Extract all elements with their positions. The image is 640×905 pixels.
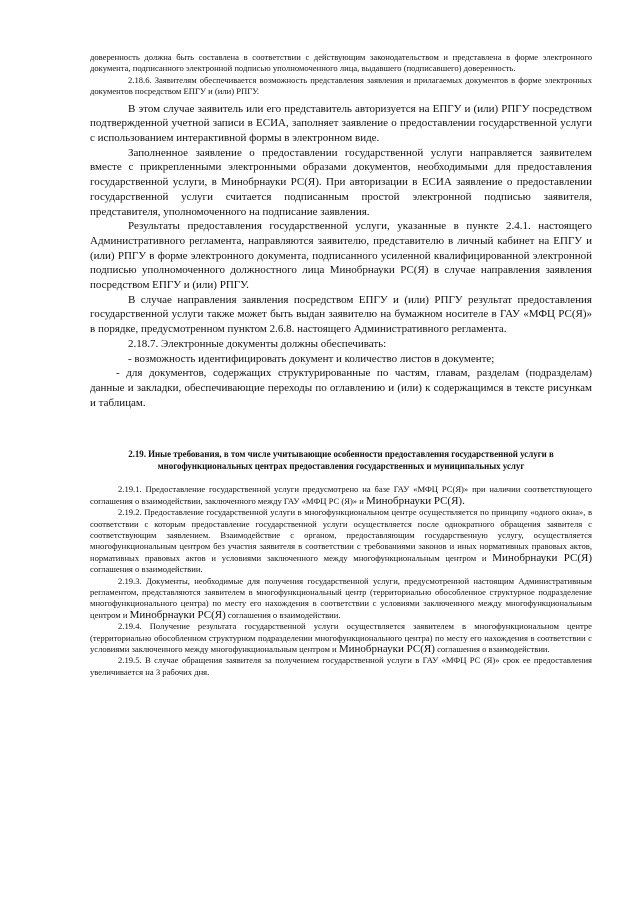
- paragraph-1: доверенность должна быть составлена в соответствии с действующим законодательством и представлена в форме электронного документа, подписанного электронной подписью уполномоченного лица, выдавшего (подписавшего) доверенность.: [90, 52, 592, 74]
- paragraph-results: Результаты предоставления государственной услуги, указанные в пункте 2.4.1. настоящего Административного регламента, направляются заявителю, представителю в личный кабинет на ЕПГУ и (или) РПГУ в форме электронного документа, подписанного усиленной квалифицированной электронной подписью уполномоченного должностного лица Минобрнауки РС(Я) в случае направления заявления посредством ЕПГУ и (или) РПГУ.: [90, 220, 592, 292]
- list-item-documents: - для документов, содержащих структурированные по частям, главам, разделам (подразделам) данные и закладки, обеспечивающие переходы по оглавлению и (или) к содержащимся в тексте рисункам и таблицам.: [90, 367, 592, 409]
- text-2-19-2-end: соглашения о взаимодействии.: [90, 564, 203, 575]
- paragraph-2-19-3: [90, 576, 592, 622]
- paragraph-filled-application: Заполненное заявление о предоставлении государственной услуги направляется заявителем вместе с прикрепленными электронными образами документов, необходимыми для предоставления государственной услуги, в Минобрнауки РС(Я). При авторизации в ЕСИА заявление о предоставлении государственной услуги считается подписанным простой электронной подписью заявителя, представителя, уполномоченного на подписание заявления.: [90, 146, 592, 218]
- paragraph-paper-result: В случае направления заявления посредством ЕПГУ и (или) РПГУ результат предоставления государственной услуги также может быть выдан заявителю на бумажном носителе в ГАУ «МФЦ РС(Я)» в порядке, предусмотренном пунктом 2.6.8. настоящего Административного регламента.: [90, 293, 592, 336]
- text-2-19-4-end: соглашения о взаимодействии.: [434, 644, 550, 655]
- ministry-name: Минобрнауки РС(Я): [492, 551, 592, 564]
- paragraph-esia-auth: В этом случае заявитель или его представитель авторизуется на ЕПГУ и (или) РПГУ посредством подтвержденной учетной записи в ЕСИА, заполняет заявление о предоставлении государственной услуги с использованием интерактивной формы в электронном виде.: [90, 102, 592, 145]
- paragraph-2-19-1: [90, 484, 592, 507]
- paragraph-2-19-4: [90, 621, 592, 655]
- ministry-name: Минобрнауки РС(Я): [129, 608, 226, 621]
- text-2-19-4: 2.19.4. Получение результата государственной услуги осуществляется заявителем в многофункциональном центре (территориально обособленном структурном подразделении многофункционального центра) по месту его нахождения в соответствии с условиями заключенного между многофункциональным центром и: [90, 621, 592, 655]
- paragraph-2-19-5: 2.19.5. В случае обращения заявителя за получением государственной услуги в ГАУ «МФЦ РС (Я)» срок ее предоставления увеличивается на 3 рабочих дня.: [90, 655, 592, 677]
- ministry-name: Минобрнауки РС(Я): [338, 643, 435, 656]
- paragraph-2-18-6: 2.18.6. Заявителям обеспечивается возможность представления заявления и прилагаемых документов в форме электронных документов посредством ЕПГУ и (или) РПГУ.: [90, 74, 592, 97]
- text-2-19-3-end: соглашения о взаимодействии.: [225, 609, 341, 620]
- paragraph-2-18-7: 2.18.7. Электронные документы должны обеспечивать:: [128, 337, 387, 350]
- section-heading-2-19: 2.19. Иные требования, в том числе учитывающие особенности предоставления государственной услуги в многофункциональных центрах предоставления государственных и муниципальных услуг: [128, 449, 554, 472]
- ministry-name: Минобрнауки РС(Я).: [366, 494, 465, 507]
- document-body: [90, 52, 592, 678]
- text-2-19-2: 2.19.2. Предоставление государственной услуги в многофункциональном центре осуществляется по принципу «одного окна», в соответствии с которым предоставление государственной услуги осуществляется после однократного обращения заявителя с соответствующим заявлением. Взаимодействие с органом, предоставляющим государственную услугу, осуществляется многофункциональным центром без участия заявителя в соответствии с требованиями законов и иных нормативных правовых актов, нормативных правовых актов и условиями заключенного между многофункциональным центром и: [90, 507, 592, 563]
- text-2-19-1: 2.19.1. Предоставление государственной услуги предусмотрено на базе ГАУ «МФЦ РС(Я)» при наличии соответствующего соглашения о взаимодействии, заключенного между ГАУ «МФЦ РС (Я)» и: [90, 484, 592, 506]
- list-item-identify: - возможность идентифицировать документ и количество листов в документе;: [128, 352, 495, 365]
- text-2-19-3: 2.19.3. Документы, необходимые для получения государственной услуги, предусмотренной настоящим Административным регламентом, представляются заявителем в многофункциональный центр (территориально обособленное структурное подразделение многофункционального центра) по месту его нахождения в соответствии с условиями заключенного между многофункциональным центром и: [90, 575, 592, 620]
- paragraph-2-19-2: [90, 507, 592, 575]
